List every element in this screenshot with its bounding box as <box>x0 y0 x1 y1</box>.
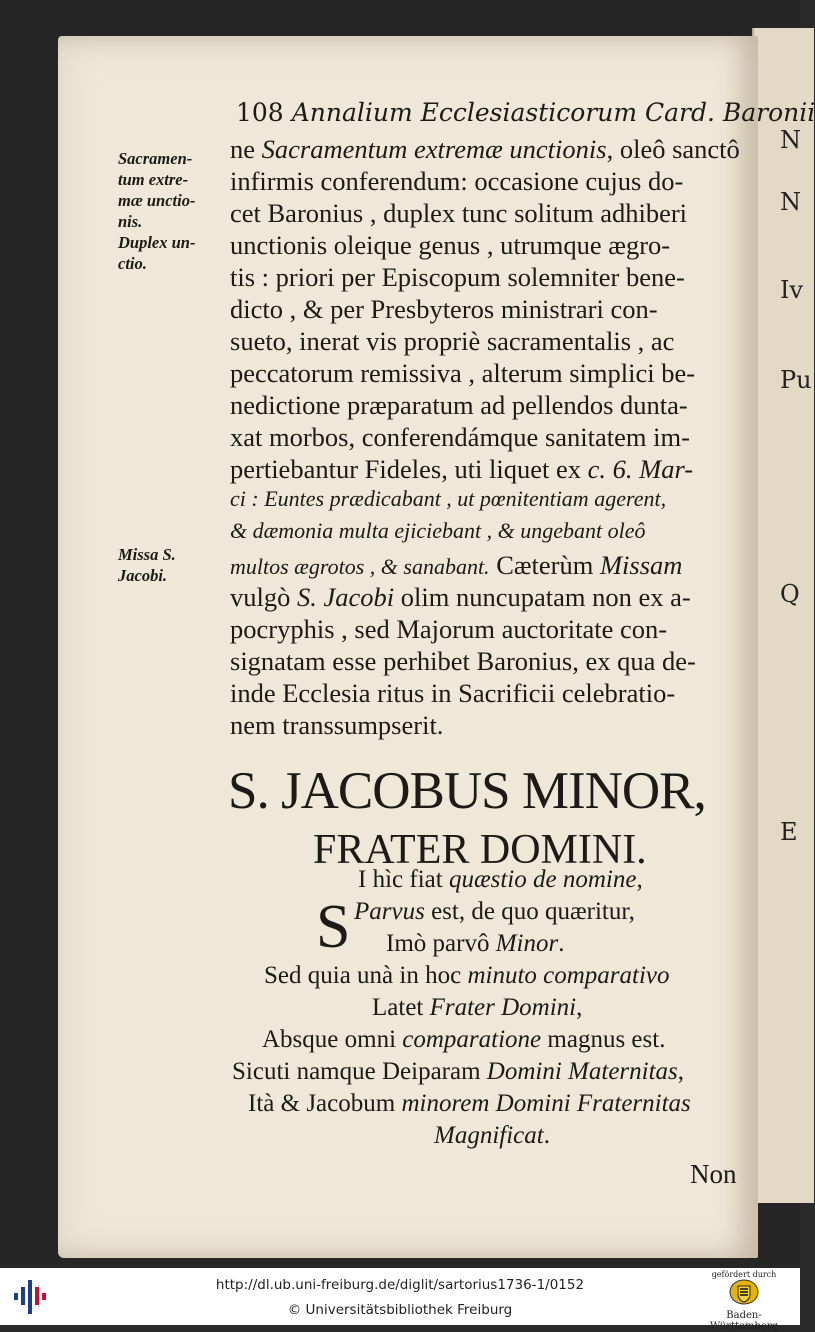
facing-fragment: N <box>780 126 801 154</box>
facing-page-edge <box>752 28 814 1203</box>
body-line: nedictione præparatum ad pellendos dunta- <box>230 390 688 420</box>
margin-line: Jacobi. <box>118 566 168 585</box>
body-line: signatam esse perhibet Baronius, ex qua de- <box>230 646 696 676</box>
verse-line: Sed quia unà in hoc minuto comparativo <box>264 962 670 989</box>
facing-fragment: Q <box>780 580 800 608</box>
body-line: unctionis oleique genus , utrumque ægro- <box>230 230 671 260</box>
running-title: Annalium Ecclesiasticorum Card. Baronii <box>291 98 815 127</box>
body-line: infirmis conferendum: occasione cujus do- <box>230 166 684 196</box>
body-line: nem transsumpserit. <box>230 710 444 740</box>
section-title: S. JACOBUS MINOR, <box>228 762 706 820</box>
verse-line: Magnificat. <box>434 1122 550 1149</box>
margin-line: Duplex un- <box>118 233 196 252</box>
funder-block <box>694 1270 794 1332</box>
verse-line: Parvus est, de quo quæritur, <box>354 898 635 925</box>
viewer-footer <box>0 1268 800 1332</box>
marginal-note-sacramentum <box>118 148 195 274</box>
verse-line: Absque omni comparatione magnus est. <box>262 1026 666 1053</box>
body-line: ci : Euntes prædicabant , ut pœnitentiam agerent, <box>230 486 667 511</box>
verse-line: Imò parvô Minor. <box>386 930 565 957</box>
permalink-url[interactable]: http://dl.ub.uni-freiburg.de/diglit/sartorius1736-1/0152 <box>215 1277 585 1293</box>
verse-line: Latet Frater Domini, <box>372 994 583 1021</box>
funder-label: gefördert durch <box>711 1270 777 1279</box>
body-line: vulgò S. Jacobi olim nuncupatam non ex a- <box>230 582 691 612</box>
body-line: xat morbos, conferendámque sanitatem im- <box>230 422 690 452</box>
section-subtitle: FRATER DOMINI. <box>313 827 647 873</box>
body-line: ne Sacramentum extremæ unctionis, oleô sanctô <box>230 134 740 164</box>
body-line: sueto, inerat vis propriè sacramentalis , ac <box>230 326 675 356</box>
margin-line: mæ unctio- <box>118 191 196 210</box>
margin-line: Missa S. <box>118 545 176 564</box>
facing-fragment: N <box>780 188 801 216</box>
body-line: pocryphis , sed Majorum auctoritate con- <box>230 614 668 644</box>
running-head <box>236 98 815 127</box>
margin-line: ctio. <box>118 254 147 273</box>
body-line: pertiebantur Fideles, uti liquet ex c. 6. Mar- <box>230 454 694 484</box>
body-line: multos ægrotos , & sanabant. Cæterùm Missam <box>230 550 683 580</box>
body-line: cet Baronius , duplex tunc solitum adhiberi <box>230 198 688 228</box>
margin-line: tum extre- <box>118 170 189 189</box>
facing-fragment: Iv <box>780 276 804 304</box>
body-line: dicto , & per Presbyteros ministrari con- <box>230 294 658 324</box>
page-number: 108 <box>236 98 284 127</box>
marginal-note-missa <box>118 544 176 586</box>
funder-name: Baden-Württemberg <box>709 1310 779 1332</box>
body-line: & dæmonia multa ejiciebant , & ungebant oleô <box>230 518 646 543</box>
body-line: peccatorum remissiva , alterum simplici be- <box>230 358 696 388</box>
facing-fragment: Pu <box>780 366 812 394</box>
margin-line: nis. <box>118 212 143 231</box>
verse-line: Sicuti namque Deiparam Domini Maternitas, <box>232 1058 685 1085</box>
verse-line: Ità & Jacobum minorem Domini Fraternitas <box>248 1090 691 1117</box>
coat-of-arms-icon <box>729 1279 759 1305</box>
facing-fragment: E <box>780 818 798 846</box>
margin-line: Sacramen- <box>118 149 193 168</box>
drop-capital: S <box>316 893 351 961</box>
catchword: Non <box>690 1159 737 1189</box>
book-page <box>58 36 815 1258</box>
verse-line: I hìc fiat quæstio de nomine, <box>358 866 643 893</box>
body-line: tis : priori per Episcopum solemniter bene- <box>230 262 685 292</box>
copyright-notice: © Universitätsbibliothek Freiburg <box>287 1302 513 1318</box>
body-line: inde Ecclesia ritus in Sacrificii celebratio- <box>230 678 676 708</box>
